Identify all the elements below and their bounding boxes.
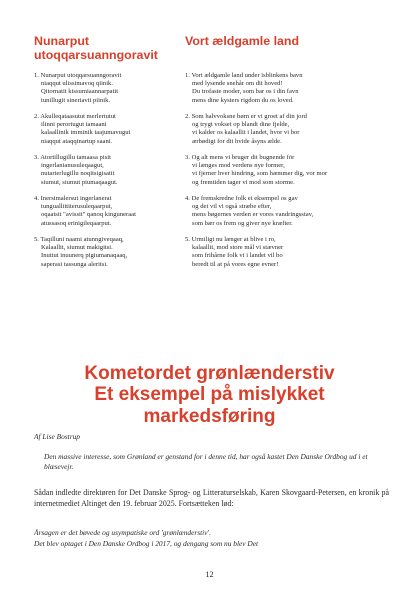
danish-verse-line: 2. Som halvvoksne børn er vi groet af din jord <box>185 113 307 120</box>
greenlandic-verse-line: niaqqut ataqqinartup saani. <box>41 137 113 145</box>
greenlandic-verse-line: 3. Atortillugillu tamaasa pisit <box>34 154 111 161</box>
danish-verse-line: 5. Urmiligt nu længer at blive i ro, <box>185 236 276 243</box>
danish-verse <box>185 195 395 228</box>
greenlandic-verse-line: kalaallinik imminik taajumavugut <box>41 129 131 137</box>
greenlandic-verse-line: 4. Inersimalersut ingerlanerat <box>34 195 112 202</box>
danish-verse-line: 4. De fremskredne folk et eksempel os gav <box>185 195 298 202</box>
greenlandic-verse <box>34 113 184 146</box>
headline-line3: markedsføring <box>143 405 276 427</box>
danish-verse-line: som bær os frem og giver nye kræfter. <box>192 219 293 227</box>
greenlandic-verse-line: niaqqut ulissimavoq qiinik. <box>41 80 113 88</box>
danish-verse-line: og det vil vi også stræbe efter, <box>192 203 272 211</box>
danish-verse-line: 1. Vort ældgamle land under isblinkens bavn <box>185 72 303 79</box>
article-headline <box>0 363 419 428</box>
poem-greenlandic-title-line2: utoqqarsuanngoravit <box>34 48 158 62</box>
poem-greenlandic-verses <box>34 72 184 269</box>
danish-verse-line: og fremtiden tager vi mod som storme. <box>192 178 295 186</box>
danish-verse-line: 3. Og alt mens vi bruger dit bugnende fōr <box>185 154 295 161</box>
greenlandic-verse-line: 5. Taqilluni naami atunngiveqaaq, <box>34 236 124 243</box>
greenlandic-verse-line: Qitornatit kissumiaannarpatit <box>41 88 119 96</box>
poem-greenlandic-column <box>34 34 184 277</box>
greenlandic-verse <box>34 154 184 187</box>
poem-danish-column <box>185 34 395 277</box>
greenlandic-verse-line: 2. Akulleqataasutut merlertutut <box>34 113 116 120</box>
headline-line2: Et eksempel på mislykket <box>94 384 325 406</box>
danish-verse-line: vi fjerner hver hindring, som hæmmer dig, vor mor <box>192 170 328 178</box>
article-byline: Af Lise Bostrup <box>34 432 80 441</box>
danish-verse-line: med lysende snehår om dit hoved! <box>192 80 283 88</box>
danish-verse-line: og trygt vokset op blandt dine fjelde, <box>192 121 290 129</box>
greenlandic-verse-line: ingerlanianusuleqaagut, <box>41 162 104 170</box>
danish-verse <box>185 72 395 105</box>
greenlandic-verse-line: oqaatsit "avissit" qanoq kinguneraat <box>41 211 136 219</box>
greenlandic-verse-line: tunillugit sineriavit piinik. <box>41 96 111 104</box>
danish-verse-line: vi længes mod verdens nye former, <box>192 162 285 170</box>
danish-verse-line: mens bøgernes verden er vores vandringsstav, <box>192 211 314 219</box>
poem-greenlandic-title <box>34 34 184 62</box>
article-quote-continued <box>34 528 389 549</box>
danish-verse-line: vi kalder os kalaallit i landet, hvor vi bor <box>192 129 300 137</box>
danish-verse-line: som frihårne folk vi i landet vil bo <box>192 252 283 260</box>
danish-verse-line: ærbødigt for dit hvide åsyns ælde. <box>192 137 282 145</box>
danish-verse-line: beredt til at på vores egne evner! <box>192 260 279 268</box>
greenlandic-verse-line: 1. Nunarput utoqqarsuanngoravit <box>34 72 122 79</box>
poem-danish-title: Vort ældgamle land <box>185 34 300 48</box>
greenlandic-verse-line: Inuttut inuunerq pigiumanaqaaq, <box>41 252 128 260</box>
greenlandic-verse-line: Kalaallit, siumut makigitsi. <box>41 244 113 252</box>
page-number: 12 <box>205 570 214 579</box>
greenlandic-verse-line: tunguallittiterusuleqaarput, <box>41 203 113 211</box>
poem-danish-verses <box>185 72 395 269</box>
greenlandic-verse-line: saperasi tassunga aleritsi. <box>41 260 108 268</box>
greenlandic-verse <box>34 195 184 228</box>
article-quote: Den massive interesse, som Grønland er genstand for i denne tid, har også kastet Den Danske Ordbog ud i et blæsevejr. <box>44 452 368 471</box>
danish-verse-line: Du trofaste moder, som bar os i din favn <box>192 88 299 96</box>
greenlandic-verse <box>34 72 184 105</box>
greenlandic-verse-line: siumut, siumut piumaqaagut. <box>41 178 118 186</box>
quote-continued-line1: Årsagen er det bøvede og usympatiske ord 'grønlænderstiv'. <box>34 528 211 537</box>
greenlandic-verse-line: atussasoq erinigileqaarput. <box>41 219 112 227</box>
danish-verse <box>185 236 395 269</box>
danish-verse <box>185 154 395 187</box>
article-body: Sådan indledte direktøren for Det Danske Sprog- og Litteraturselskab, Karen Skovgaard-Petersen, en kronik på internetmediet Altinget den 19. februar 2025. Fortsætteken lød: <box>34 488 389 508</box>
danish-verse-line: kalaallit, mod store mål vi stævner <box>192 244 284 252</box>
greenlandic-verse <box>34 236 184 269</box>
danish-verse-line: mens dine kysters rigdom du os loved. <box>192 96 294 104</box>
greenlandic-verse-line: nutarterlugillu noqitsigisatit <box>41 170 115 178</box>
greenlandic-verse-line: ilinni perortugut tamaani <box>41 121 107 129</box>
quote-continued-line2: Det blev optaget i Den Danske Ordbog i 2017, og dengang som nu blev Det <box>34 538 259 548</box>
poem-greenlandic-title-line1: Nunarput <box>34 34 90 48</box>
danish-verse <box>185 113 395 146</box>
headline-line1: Kometordet grønlænderstiv <box>84 362 335 384</box>
